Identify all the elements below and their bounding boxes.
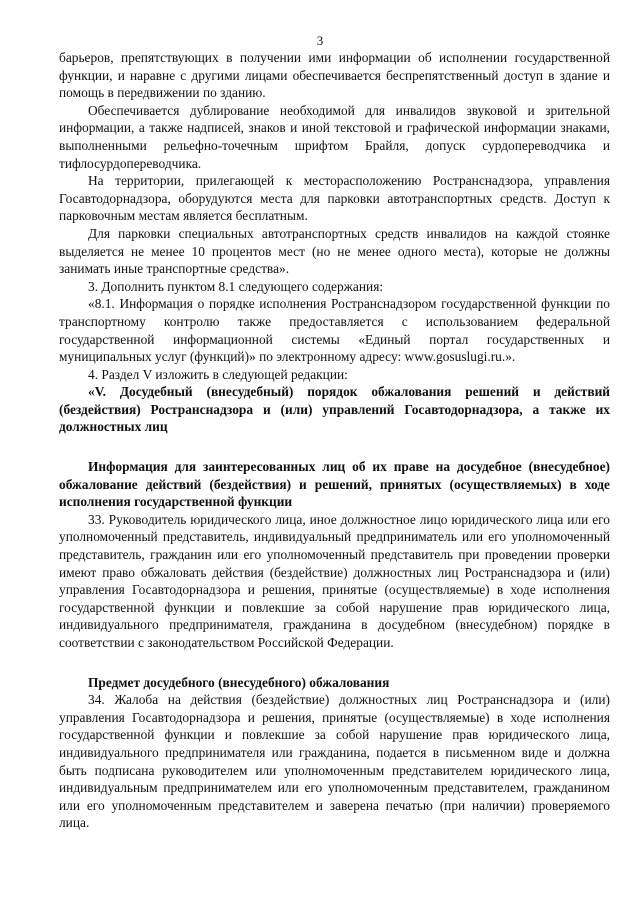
paragraph: Обеспечивается дублирование необходимой для инвалидов звуковой и зрительной информации, а также надписей, знаков и иной текстовой и графической информации знаками, выполненными рельефно-точечным шрифтом Брайля, допуск сурдопереводчика и тифлосурдопереводчика.	[59, 102, 610, 171]
document-body	[59, 49, 610, 832]
paragraph: 34. Жалоба на действия (бездействие) должностных лиц Ространснадзора и (или) управления Госавтодорнадзора и решения, принятые (осуществляемые) в ходе исполнения государственной функции и повлекшие за собой нарушение прав юридического лица, индивидуального предпринимателя или гражданина, подается в письменном виде и должна быть подписана руководителем или уполномоченным представителем юридического лица, индивидуальным предпринимателем или его уполномоченным представителем, гражданином или его уполномоченным представителем и заверена печатью (при наличии) проверяемого лица.	[59, 692, 610, 831]
paragraph: 4. Раздел V изложить в следующей редакции:	[88, 366, 348, 382]
paragraph: 33. Руководитель юридического лица, иное должностное лицо юридического лица или его уполномоченный представитель, индивидуальный предприниматель или его уполномоченный представитель, гражданин или его уполномоченный представитель при проведении проверки имеют право обжаловать действия (бездействие) должностных лиц Ространснадзора и (или) управления Госавтодорнадзора и решения, принятые (осуществляемые) в ходе исполнения государственной функции и повлекшие за собой нарушение прав юридического лица, индивидуального предпринимателя, гражданина в досудебном (внесудебном) порядке в соответствии с законодательством Российской Федерации.	[59, 511, 610, 650]
paragraph: 3. Дополнить пунктом 8.1 следующего содержания:	[88, 278, 384, 294]
subsection-heading: Информация для заинтересованных лиц об их праве на досудебное (внесудебное) обжалование действий (бездействия) и решений, принятых (осуществляемых) в ходе исполнения государственной функции	[59, 459, 610, 510]
paragraph: На территории, прилегающей к месторасположению Ространснадзора, управления Госавтодорнадзора, оборудуются места для парковки автотранспортных средств. Доступ к парковочным местам является бесплатным.	[59, 173, 610, 224]
paragraph: барьеров, препятствующих в получении ими информации об исполнении государственной функции, и наравне с другими лицами обеспечивается беспрепятственный доступ в здание и помощь в передвижении по зданию.	[59, 50, 610, 101]
paragraph: Для парковки специальных автотранспортных средств инвалидов на каждой стоянке выделяется не менее 10 процентов мест (но не менее одного места), которые не должны занимать иные транспортные средства».	[59, 225, 610, 277]
section-heading: «V. Досудебный (внесудебный) порядок обжалования решений и действий (бездействия) Ространснадзора и (или) управлений Госавтодорнадзора, а также их должностных лиц	[59, 384, 610, 435]
subsection-heading: Предмет досудебного (внесудебного) обжалования	[88, 674, 390, 690]
page-number: 3	[316, 33, 324, 48]
paragraph: «8.1. Информация о порядке исполнения Ространснадзором государственной функции по транспортному контролю также предоставляется с использованием федеральной государственной информационной системы «Единый портал государственных и муниципальных услуг (функций)» по электронному адресу: www.gosuslugi.ru.».	[59, 296, 610, 365]
